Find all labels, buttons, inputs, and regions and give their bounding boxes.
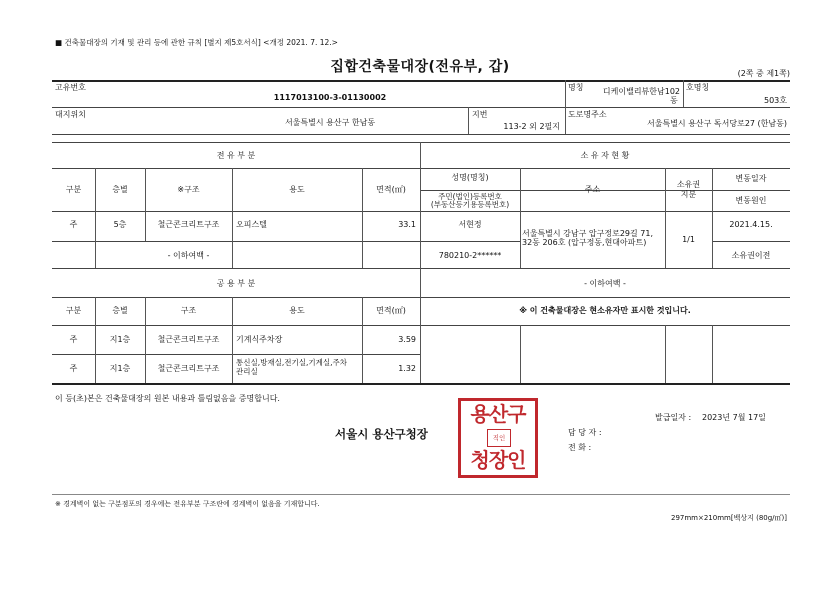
row-divider bbox=[52, 297, 420, 298]
col-divider bbox=[145, 168, 146, 241]
lot-value: 113-2 외 2필지 bbox=[503, 122, 560, 131]
common-header-type: 구분 bbox=[65, 306, 82, 315]
row-divider bbox=[52, 325, 420, 326]
table-cell: 주 bbox=[69, 364, 78, 373]
certify-text: 이 등(초)본은 건축물대장의 원본 내용과 틀림없음을 증명합니다. bbox=[55, 394, 280, 403]
owner-header-reason: 변동원인 bbox=[735, 196, 767, 205]
owner-blank-text: - 이하여백 - bbox=[584, 279, 626, 288]
exclusive-section-title: 전 유 부 분 bbox=[216, 151, 256, 160]
name-value-suffix: 동 bbox=[670, 96, 678, 105]
table-cell: 관리실 bbox=[236, 367, 258, 376]
seal-center: 직인 bbox=[487, 429, 511, 447]
unit-label: 호명칭 bbox=[686, 83, 710, 92]
lot-label: 지번 bbox=[472, 110, 488, 119]
unit-value: 503호 bbox=[764, 96, 787, 105]
footer-divider bbox=[52, 494, 790, 495]
name-value: 디케이밸리뷰한남102 bbox=[602, 87, 680, 96]
exclusive-header-floor: 층별 bbox=[112, 185, 128, 194]
owner-header-id-sub: (부동산등기용등록번호) bbox=[430, 200, 510, 209]
col-divider bbox=[565, 80, 566, 134]
issue-date: 2023년 7월 17일 bbox=[702, 413, 766, 422]
row-divider bbox=[52, 211, 790, 212]
row-divider bbox=[52, 142, 790, 143]
staff-label: 담 당 자 : bbox=[568, 428, 602, 437]
owner-id: 780210-2****** bbox=[438, 251, 502, 260]
exclusive-header-area: 면적(㎡) bbox=[376, 185, 406, 194]
table-cell: 철근콘크리트구조 bbox=[157, 335, 220, 344]
owner-header-id: 주민(법인)등록번호 bbox=[438, 192, 502, 201]
col-divider bbox=[683, 80, 684, 107]
table-cell: 기계식주차장 bbox=[236, 335, 283, 344]
col-divider bbox=[520, 168, 521, 268]
owner-name: 서현정 bbox=[458, 220, 482, 229]
common-header-area: 면적(㎡) bbox=[376, 306, 406, 315]
row-divider bbox=[52, 107, 790, 108]
owner-header-date: 변동일자 bbox=[735, 174, 767, 183]
owner-address-line2: 32동 206호 (압구정동,현대아파트) bbox=[522, 238, 647, 247]
row-divider bbox=[52, 241, 420, 242]
seal-text-top: 용산구 bbox=[470, 402, 526, 426]
common-section-title: 공 용 부 분 bbox=[216, 279, 256, 288]
row-divider bbox=[420, 297, 790, 298]
col-divider bbox=[520, 325, 521, 383]
page-info: (2쪽 중 제1쪽) bbox=[737, 69, 790, 78]
seal-text-bottom: 청장인 bbox=[470, 448, 526, 472]
table-cell: 지1층 bbox=[109, 364, 131, 373]
common-header-structure: 구조 bbox=[180, 306, 197, 315]
exclusive-header-structure: ※구조 bbox=[177, 185, 200, 194]
table-cell: - 이하여백 - bbox=[167, 251, 210, 260]
table-cell: 오피스텔 bbox=[236, 220, 267, 229]
owner-header-share: 소유권 bbox=[676, 180, 701, 189]
phone-label: 전 화 : bbox=[568, 443, 592, 452]
col-divider bbox=[665, 325, 666, 383]
row-divider bbox=[420, 325, 790, 326]
exclusive-header-use: 용도 bbox=[289, 185, 305, 194]
table-cell: 5층 bbox=[113, 220, 127, 229]
footer-note: ※ 경계벽이 없는 구분점포의 경우에는 전유부분 구조란에 경계벽이 없음을 기재합니다. bbox=[55, 500, 320, 508]
owner-notice: ※ 이 건축물대장은 현소유자만 표시한 것입니다. bbox=[519, 306, 691, 315]
owner-share: 1/1 bbox=[682, 235, 695, 244]
issue-label: 발급일자 : bbox=[655, 413, 692, 422]
site-label: 대지위치 bbox=[55, 110, 86, 119]
common-header-use: 용도 bbox=[289, 306, 305, 315]
owner-header-share-sub: 지분 bbox=[680, 190, 697, 199]
owner-date: 2021.4.15. bbox=[729, 220, 773, 229]
regulation-text: ■ 건축물대장의 기재 및 관리 등에 관한 규칙 [별지 제5호서식] <개정 2021. 7. 12.> bbox=[55, 38, 338, 47]
row-divider bbox=[712, 241, 790, 242]
table-bottom-border bbox=[52, 383, 790, 385]
col-divider bbox=[362, 168, 363, 268]
table-cell: 지1층 bbox=[109, 335, 131, 344]
site-value: 서울특별시 용산구 한남동 bbox=[284, 118, 376, 127]
col-divider bbox=[95, 168, 96, 268]
common-header-floor: 층별 bbox=[112, 306, 128, 315]
row-divider bbox=[52, 134, 790, 135]
row-divider bbox=[52, 354, 420, 355]
owner-address: 서울특별시 강남구 압구정로29길 71, bbox=[522, 229, 653, 238]
table-cell: 33.1 bbox=[398, 220, 416, 229]
table-cell: 주 bbox=[69, 220, 78, 229]
paper-spec: 297mm×210mm[백상지 (80g/㎡)] bbox=[670, 514, 787, 522]
official-seal bbox=[458, 398, 538, 478]
owner-reason: 소유권이전 bbox=[731, 251, 771, 260]
owner-header-name: 성명(명칭) bbox=[451, 173, 489, 182]
table-cell: 통신실,방재실,전기실,기계실,주차 bbox=[236, 358, 347, 367]
row-divider bbox=[52, 168, 790, 169]
col-divider bbox=[232, 168, 233, 268]
table-cell: 주 bbox=[69, 335, 78, 344]
exclusive-header-type: 구분 bbox=[65, 185, 82, 194]
road-label: 도로명주소 bbox=[568, 110, 607, 119]
owner-section-title: 소 유 자 현 황 bbox=[580, 151, 630, 160]
table-cell: 3.59 bbox=[398, 335, 416, 344]
table-cell: 철근콘크리트구조 bbox=[157, 220, 220, 229]
owner-header-address: 주소 bbox=[584, 185, 601, 194]
unique-no-value: 1117013100-3-01130002 bbox=[273, 93, 387, 102]
unique-no-label: 고유번호 bbox=[55, 83, 86, 92]
issuing-authority: 서울시 용산구청장 bbox=[335, 427, 428, 441]
name-label: 명칭 bbox=[568, 83, 584, 92]
row-divider bbox=[420, 241, 520, 242]
road-value: 서울특별시 용산구 독서당로27 (한남동) bbox=[647, 119, 787, 128]
col-divider bbox=[468, 107, 469, 134]
table-cell: 철근콘크리트구조 bbox=[157, 364, 220, 373]
document-title: 집합건축물대장(전유부, 갑) bbox=[330, 59, 510, 75]
col-divider bbox=[712, 325, 713, 383]
row-divider bbox=[52, 268, 790, 269]
table-cell: 1.32 bbox=[398, 364, 416, 373]
table-top-border bbox=[52, 80, 790, 82]
